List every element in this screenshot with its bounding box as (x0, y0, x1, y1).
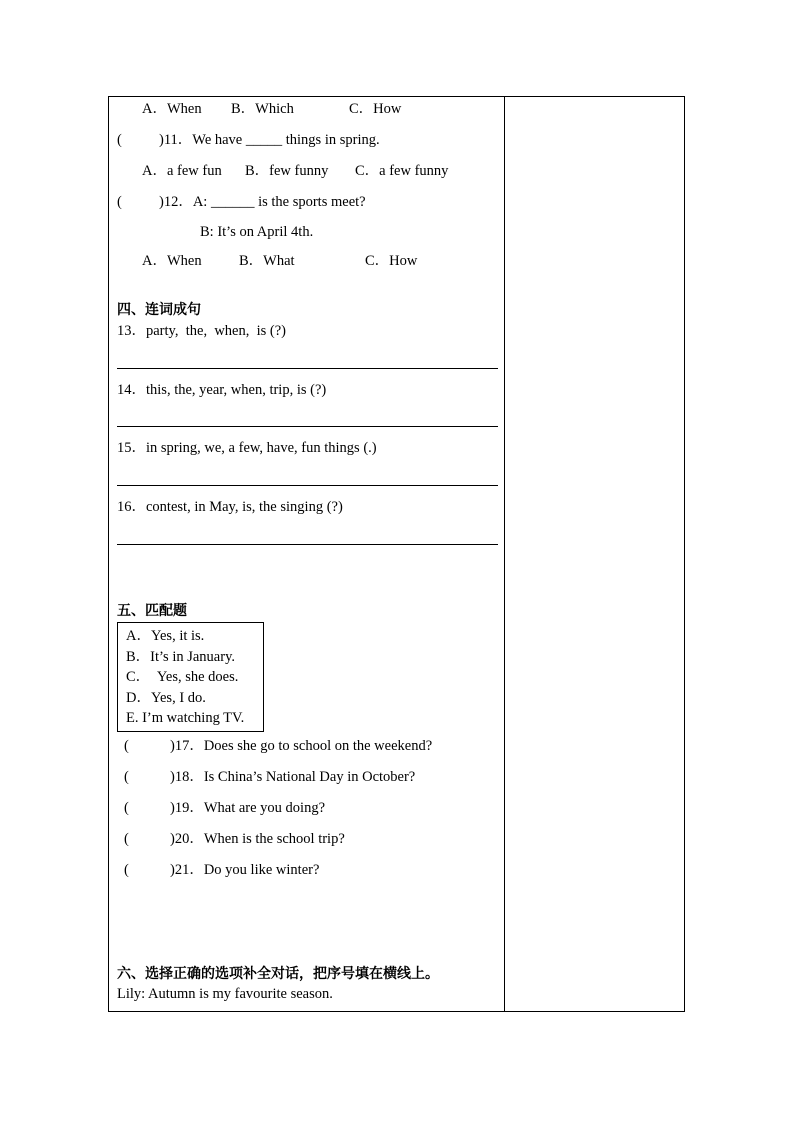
q14-text: 14．this, the, year, when, trip, is (?) (117, 382, 327, 398)
left-cell (109, 97, 504, 1011)
section6-title: 六、选择正确的选项补全对话，把序号填在横线上。 (117, 966, 439, 982)
q13-text: 13．party, the, when, is (?) (117, 323, 286, 339)
dialogue-line-1: Lily: Autumn is my favourite season. (117, 986, 333, 1002)
q21-text: )21．Do you like winter? (170, 862, 320, 878)
q11-paren: ( (117, 132, 122, 148)
q11-stem: )11．We have _____ things in spring. (159, 132, 380, 148)
match-option-c: C． Yes, she does. (126, 669, 239, 685)
q17-paren: ( (124, 738, 129, 754)
q20-text: )20．When is the school trip? (170, 831, 345, 847)
q16-answer-line (117, 544, 498, 545)
q10-option-c: C．How (349, 101, 402, 117)
q16-text: 16．contest, in May, is, the singing (?) (117, 499, 343, 515)
q11-option-c: C．a few funny (355, 163, 449, 179)
q18-paren: ( (124, 769, 129, 785)
section4-title: 四、连词成句 (117, 302, 201, 318)
q12-option-c: C．How (365, 253, 418, 269)
match-option-a: A．Yes, it is. (126, 628, 205, 644)
q15-text: 15．in spring, we, a few, have, fun things (.) (117, 440, 377, 456)
q10-option-b: B．Which (231, 101, 294, 117)
section5-title: 五、匹配题 (117, 603, 187, 619)
worksheet-table (108, 96, 685, 1012)
q21-paren: ( (124, 862, 129, 878)
q12-stem: )12．A: ______ is the sports meet? (159, 194, 366, 210)
q12-option-a: A．When (142, 253, 202, 269)
q12-answer-line: B: It’s on April 4th. (200, 224, 314, 240)
q15-answer-line (117, 485, 498, 486)
q12-paren: ( (117, 194, 122, 210)
right-cell (505, 97, 684, 1011)
q14-answer-line (117, 426, 498, 427)
q12-option-b: B．What (239, 253, 295, 269)
q20-paren: ( (124, 831, 129, 847)
match-option-b: B．It’s in January. (126, 649, 236, 665)
answer-options-box (117, 622, 264, 732)
q11-option-a: A．a few fun (142, 163, 222, 179)
q19-paren: ( (124, 800, 129, 816)
match-option-d: D．Yes, I do. (126, 690, 206, 706)
q13-answer-line (117, 368, 498, 369)
q11-option-b: B．few funny (245, 163, 329, 179)
q19-text: )19．What are you doing? (170, 800, 326, 816)
q10-option-a: A．When (142, 101, 202, 117)
match-option-e: E. I’m watching TV. (126, 710, 245, 726)
q18-text: )18．Is China’s National Day in October? (170, 769, 416, 785)
q17-text: )17．Does she go to school on the weekend? (170, 738, 433, 754)
